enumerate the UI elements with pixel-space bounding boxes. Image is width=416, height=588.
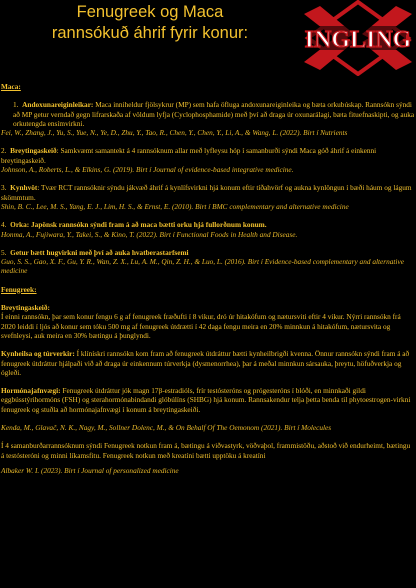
citation: Johnson, A., Roberts, L., & Elkins, G. (2019). Birt í Journal of evidence-based integrative medicine. — [1, 165, 294, 175]
fenugreek-heading: Fenugreek: — [1, 284, 37, 294]
logo-emblem-icon — [300, 0, 416, 76]
citation: Fei, W., Zhang, J., Yu, S., Yue, N., Ye, D., Zhu, Y., Tao, R., Chen, Y., Chen, Y., Li, A., & Wang, L. (2022). Birt í Nutrients — [1, 128, 348, 138]
citation: Albaker W. I. (2023). Birt í Journal of personalized medicine — [1, 465, 179, 475]
fenugreek-section-2 — [0, 349, 416, 377]
title-line-1: Fenugreek og Maca — [76, 3, 224, 21]
item-text: : Tvær RCT rannsóknir sýndu jákvæð áhrif á kynlífsvirkni hjá konum eftir tíðahvörf og aukna kynlöngun í bæði háum og lágum skömmtum. — [1, 183, 412, 202]
maca-heading: Maca: — [1, 82, 21, 91]
item-text: : Samkvæmt samantekt á 4 rannsóknum allar með lyfleysu hóp í samanburði sýndi Maca góð áhrif á einkenni breytingaskeið. — [1, 146, 377, 165]
maca-item-1 — [0, 100, 416, 137]
logo-text: INGLING — [304, 27, 412, 53]
title-line-2: rannsókuð áhrif fyrir konur: — [51, 24, 249, 42]
section-text: Í einni rannsókn, þar sem konur fengu 6 g af fenugreek fræðufti í 8 vikur, dró úr hitakófum og nætursviti eftir 4 vikur. Nýrri rannsókn frá 2020 leiddi í ljós að konur sem tóku 500 mg af fenugreek útdrætti í 42 daga fengu meira en 20% minnkun á hitakófum, nætursvita og svefnleysi, auk meira en 30% bætingu á þunglyndi. — [1, 312, 401, 340]
item-label: Orka: Japönsk rannsókn sýndi fram á að maca bætti orku hjá fullorðnum konum. — [10, 220, 267, 230]
item-number: 5. — [1, 247, 7, 257]
item-text: Maca inniheldur fjölsykrur (MP) sem hafa öfluga andoxunareiginleika og bæta orkubúskap. Rannsókn sýndi að MP getur verndað gegn lifrarskaða af völdum lyfja (Cyclophosphamide) með því að draga úr oxunarálagi, bæta fituefnaskipti, og auka orkutengda ensímvirkni. — [13, 100, 415, 128]
section-sep: : — [58, 386, 61, 396]
citation: Honma, A., Fujiwara, Y., Takei, S., & Kino, T. (2022). Birt í Functional Foods in Health and Disease. — [1, 229, 298, 239]
section-text: Fenugreek útdráttur jók magn 17β-estradióls, frír testósteróns og prógesteróns í blóði, en minnkaði gildi eggbússtýrihormóns (FSH) og sterahormónabindandi glóbúlíns (SHBG) hjá konum. Rannsakendur telja þetta benda til phytoestrogen-virkni fenugreek og stuðla að hormónajafnvægi í konum á breytingaskeiði. — [1, 386, 411, 414]
item-number: 1. — [13, 100, 19, 110]
maca-item-5 — [0, 248, 416, 276]
maca-item-3 — [0, 183, 416, 211]
ingling-logo — [300, 0, 416, 76]
item-label: Getur bætt hugvirkni með því að auka hvatberastarfsemi — [10, 247, 189, 257]
item-number: 2. — [1, 146, 7, 156]
item-number: 3. — [1, 183, 7, 193]
maca-item-2 — [0, 146, 416, 174]
item-label: Kynhvöt — [10, 183, 38, 193]
item-label: Andoxunareiginleikar: — [22, 100, 94, 110]
section-sep: : — [72, 349, 75, 359]
section-label: Hormónajafnvægi — [1, 386, 59, 396]
section-text: Í 4 samanburðarrannsóknum sýndi Fenugreek notkun fram á, bætingu á viðvastyrk, vöðvaþol, frammistöðu, aðstoð við endurheimt, bætingu á testósteróni og minni líkamsfitu. Fenugreek notkun með kreatíni bætti upptöku á kreatíni — [1, 441, 411, 460]
citation: Guo, S. S., Gao, X. F., Gu, Y. R., Wan, Z. X., Lu, A. M., Qin, Z. H., & Luo, L. (2016). Birt í Evidence-based complementary and alternative medicine — [1, 257, 404, 276]
citation: Kenda, M., Glavač, N. K., Nagy, M., Sollner Dolenc, M., & On Behalf Of The Oemonom (2021). Birt í Molecules — [1, 423, 332, 433]
fenugreek-section-1 — [0, 303, 416, 340]
item-label: Breytingaskeið — [10, 146, 57, 156]
main-content — [0, 82, 416, 475]
section-text: Í klínískri rannsókn kom fram að fenugreek útdráttur bætti kynheilbrigði kvenna. Önnur rannsókn sýndi fram á að fenugreek útdráttur hjálpaði við að draga úr einkennum túrverkja (dysmenorrhea), þar á meðal minnkun sársauka, þreytu, höfuðverkja og ógleði. — [1, 349, 410, 377]
section-label: Kynheilsa og túrverkir — [1, 349, 73, 359]
item-number: 4. — [1, 220, 7, 230]
citation: Shin, B. C., Lee, M. S., Yang, E. J., Lim, H. S., & Ernst, E. (2010). Birt í BMC complementary and alternative medicine — [1, 201, 349, 211]
section-label: Breytingaskeið — [1, 303, 48, 313]
maca-item-4 — [0, 220, 416, 239]
page-title — [0, 2, 300, 44]
fenugreek-section-3 — [0, 386, 416, 432]
section-sep: : — [47, 303, 50, 313]
fenugreek-section-4 — [0, 441, 416, 475]
header — [0, 0, 416, 76]
